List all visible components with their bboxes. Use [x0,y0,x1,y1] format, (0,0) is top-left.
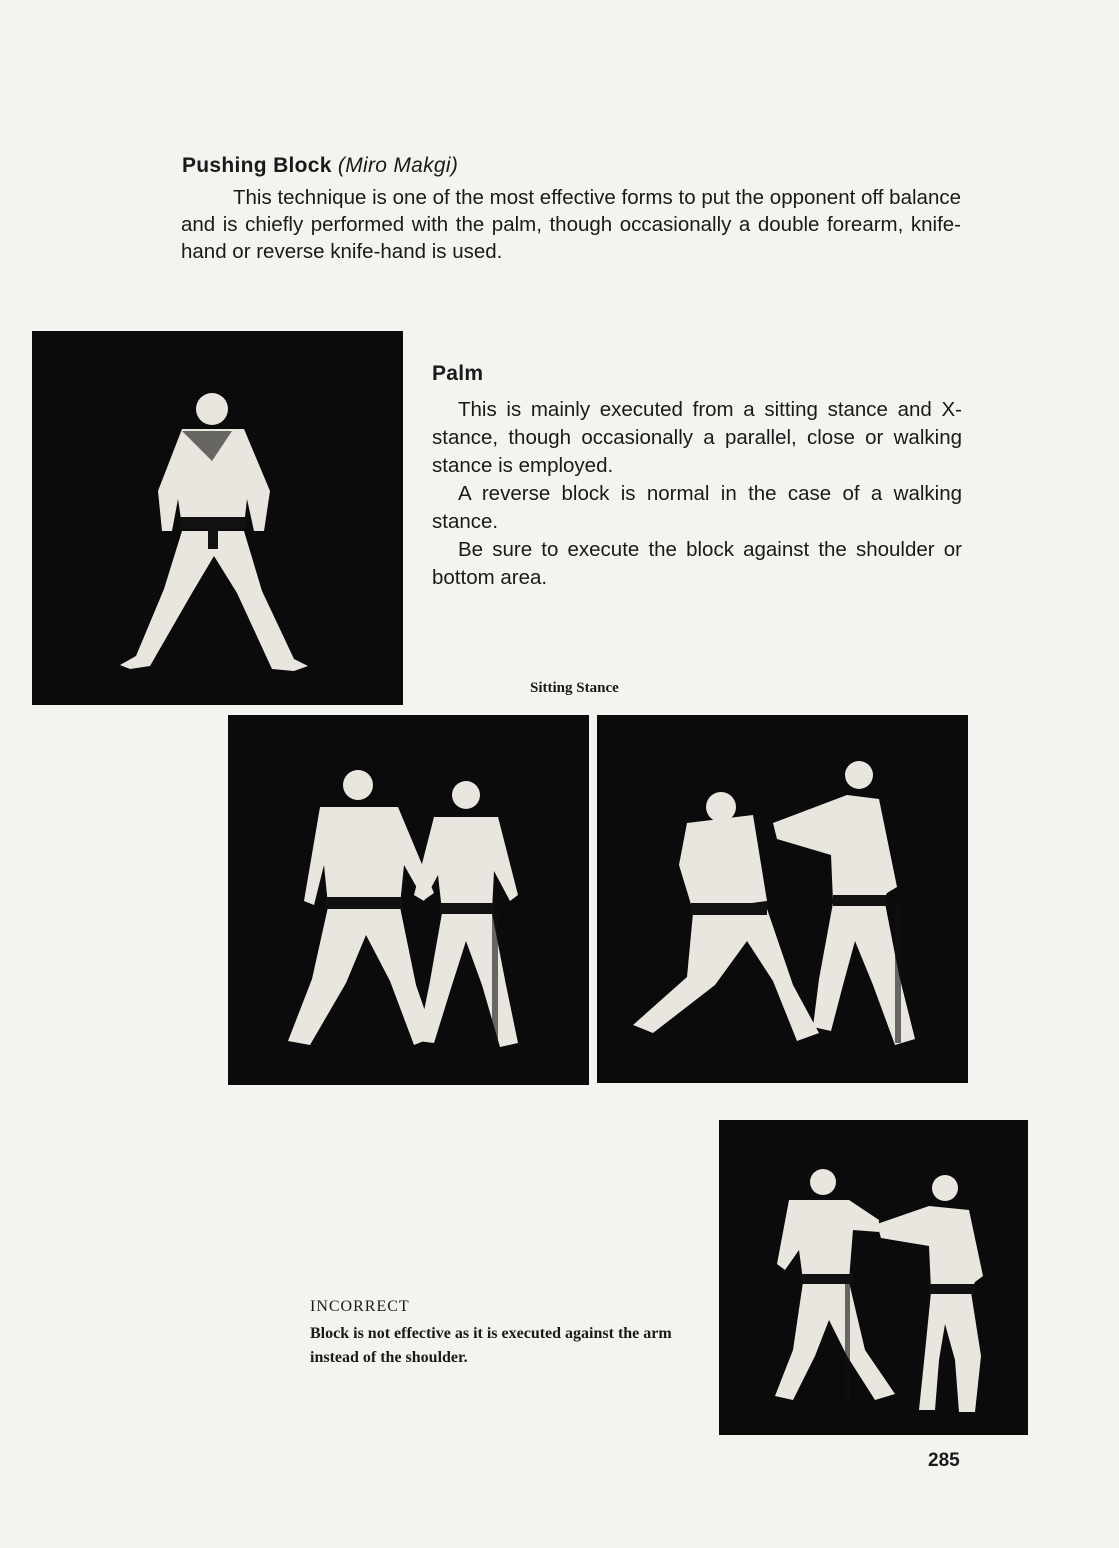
photo-sitting-stance-solo [32,331,403,705]
section-title-korean: (Miro Makgi) [337,154,459,177]
photo-incorrect-block [719,1120,1028,1435]
palm-title: Palm [432,362,484,385]
intro-paragraph: This technique is one of the most effective forms to put the opponent off balance and is chiefly performed with the palm, though occasionally a double forearm, knife-hand or reverse knife-hand is used. [181,186,961,263]
figure-illustration [32,331,403,705]
palm-description [432,396,962,592]
caption-incorrect-label: INCORRECT [310,1298,410,1315]
palm-paragraph: A reverse block is normal in the case of a walking stance. [432,482,962,533]
figures-illustration [719,1120,1028,1435]
figures-illustration [597,715,968,1083]
caption-incorrect-text: Block is not effective as it is executed against the arm instead of the shoulder. [310,1325,672,1366]
palm-paragraph: Be sure to execute the block against the shoulder or bottom area. [432,538,962,589]
caption-sitting-stance: Sitting Stance [530,680,619,696]
section-title [182,154,458,178]
section-title-main: Pushing Block [182,154,332,177]
photo-pair-setup [228,715,589,1085]
palm-paragraph: This is mainly executed from a sitting stance and X-stance, though occasionally a parallel, close or walking stance is employed. [432,398,962,477]
figures-illustration [228,715,589,1085]
page-number: 285 [928,1450,960,1471]
photo-pair-pushing-block [597,715,968,1083]
